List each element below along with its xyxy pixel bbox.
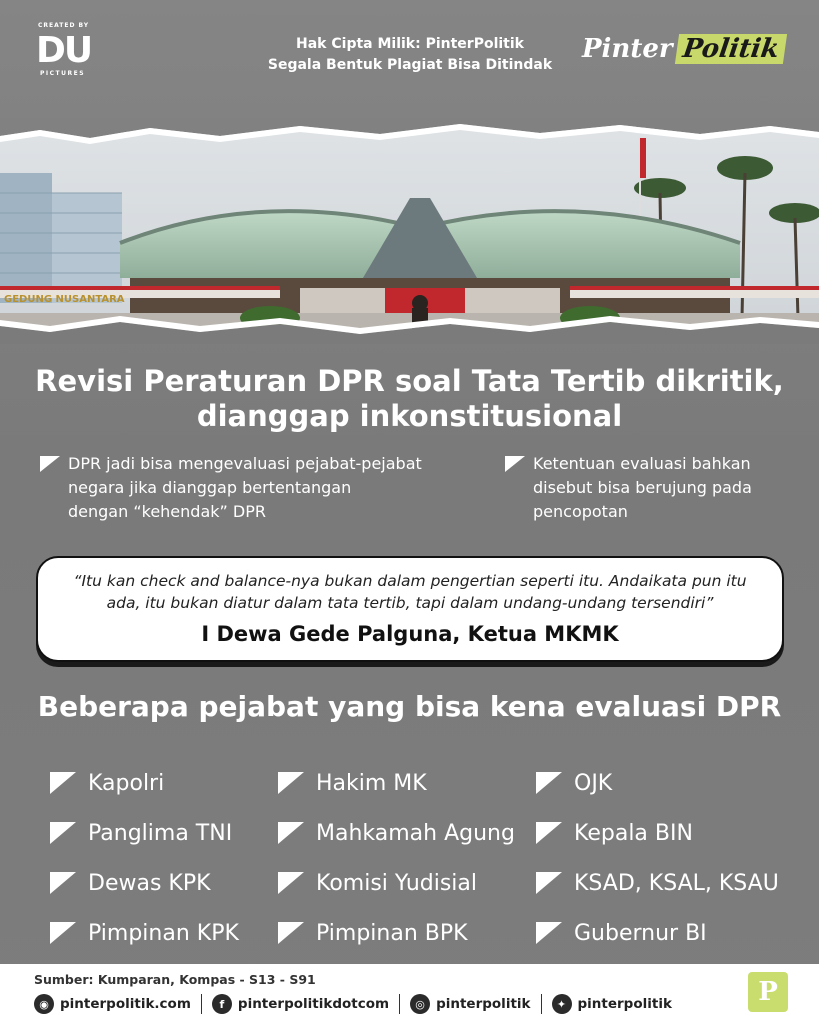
- official-item: [278, 871, 536, 896]
- official-label: Hakim MK: [316, 770, 427, 796]
- officials-row: [50, 858, 810, 908]
- headline-line-2: dianggap inkonstitusional: [196, 399, 623, 433]
- bullet-triangle-icon: [278, 872, 304, 894]
- quote-text: [38, 558, 782, 614]
- social-label: pinterpolitikdotcom: [237, 996, 390, 1012]
- bullet-triangle-icon: [536, 822, 562, 844]
- official-label: Pimpinan BPK: [316, 920, 468, 946]
- copyright-line-2: Segala Bentuk Plagiat Bisa Ditindak: [267, 57, 553, 73]
- brand-pinter: Pinter: [582, 34, 673, 64]
- social-label: pinterpolitik: [436, 996, 531, 1012]
- official-item: [50, 771, 278, 796]
- quote-line: “Itu kan check and balance-nya bukan dalam pengertian seperti itu. Andaikata pun itu: [73, 572, 747, 590]
- official-label: Kapolri: [88, 770, 165, 796]
- official-item: [50, 921, 278, 946]
- official-item: [50, 871, 278, 896]
- divider: [201, 994, 202, 1014]
- official-item: [50, 821, 278, 846]
- bullet-triangle-icon: [536, 872, 562, 894]
- source-credit: Sumber: Kumparan, Kompas - S13 - S91: [34, 972, 316, 987]
- social-label: pinterpolitik: [577, 996, 672, 1012]
- official-item: [536, 821, 796, 846]
- bullet-triangle-icon: [536, 772, 562, 794]
- official-label: Pimpinan KPK: [88, 920, 239, 946]
- copyright-notice: [240, 34, 580, 76]
- key-point: [505, 452, 795, 524]
- officials-row: [50, 808, 810, 858]
- footer: [0, 964, 819, 1024]
- parliament-photo: [0, 118, 819, 344]
- official-label: KSAD, KSAL, KSAU: [574, 870, 779, 896]
- bullet-triangle-icon: [50, 822, 76, 844]
- du-pictures-logo: [34, 20, 104, 80]
- official-item: [536, 921, 796, 946]
- quote-box: [36, 556, 784, 662]
- quote-author: I Dewa Gede Palguna, Ketua MKMK: [201, 622, 619, 646]
- social-instagram[interactable]: [410, 994, 530, 1014]
- official-label: Kepala BIN: [574, 820, 693, 846]
- instagram-icon: ◎: [410, 994, 430, 1014]
- social-website[interactable]: [34, 994, 191, 1014]
- divider: [541, 994, 542, 1014]
- logo-du-mark: DU: [36, 30, 92, 71]
- logo-created-by: CREATED BY: [38, 22, 90, 29]
- key-point: [40, 452, 500, 524]
- key-point-text: [68, 452, 422, 524]
- officials-list: [50, 758, 810, 958]
- key-point-line: Ketentuan evaluasi bahkan: [533, 454, 751, 473]
- building-sign: GEDUNG NUSANTARA: [4, 294, 125, 305]
- official-label: Komisi Yudisial: [316, 870, 478, 896]
- official-item: [278, 771, 536, 796]
- official-label: Dewas KPK: [88, 870, 211, 896]
- bullet-triangle-icon: [278, 922, 304, 944]
- headline-line-1: Revisi Peraturan DPR soal Tata Tertib dikritik,: [35, 364, 784, 398]
- official-item: [278, 921, 536, 946]
- key-point-line: disebut bisa berujung pada: [533, 478, 752, 497]
- quote-line: ada, itu bukan diatur dalam tata tertib, tapi dalam undang-undang tersendiri”: [106, 594, 714, 612]
- bullet-triangle-icon: [50, 922, 76, 944]
- logo-pictures: PICTURES: [40, 70, 86, 77]
- social-twitter[interactable]: [552, 994, 672, 1014]
- key-point-line: negara jika dianggap bertentangan: [68, 478, 352, 497]
- bullet-triangle-icon: [505, 456, 525, 472]
- divider: [399, 994, 400, 1014]
- facebook-icon: f: [212, 994, 232, 1014]
- official-item: [536, 871, 796, 896]
- bullet-triangle-icon: [278, 822, 304, 844]
- official-label: Panglima TNI: [88, 820, 233, 846]
- key-point-text: [533, 452, 752, 524]
- key-point-line: pencopotan: [533, 502, 628, 521]
- twitter-icon: ✦: [552, 994, 572, 1014]
- officials-row: [50, 758, 810, 808]
- pinterpolitik-logo: [582, 30, 784, 68]
- official-label: Gubernur BI: [574, 920, 707, 946]
- bullet-triangle-icon: [50, 872, 76, 894]
- copyright-line-1: Hak Cipta Milik: PinterPolitik: [296, 36, 524, 52]
- official-item: [536, 771, 796, 796]
- key-point-line: dengan “kehendak” DPR: [68, 502, 266, 521]
- section-title: Beberapa pejabat yang bisa kena evaluasi DPR: [37, 690, 782, 723]
- official-label: OJK: [574, 770, 613, 796]
- social-facebook[interactable]: [212, 994, 389, 1014]
- social-links: [34, 992, 672, 1016]
- key-point-line: DPR jadi bisa mengevaluasi pejabat-pejabat: [68, 454, 422, 473]
- bullet-triangle-icon: [40, 456, 60, 472]
- headline: [20, 364, 799, 434]
- officials-row: [50, 908, 810, 958]
- official-item: [278, 821, 536, 846]
- globe-icon: ◉: [34, 994, 54, 1014]
- social-label: pinterpolitik.com: [60, 996, 191, 1012]
- bullet-triangle-icon: [50, 772, 76, 794]
- pinterpolitik-badge: P: [748, 972, 788, 1012]
- official-label: Mahkamah Agung: [316, 820, 515, 846]
- brand-politik: Politik: [674, 34, 786, 64]
- parliament-illustration: [0, 118, 819, 344]
- bullet-triangle-icon: [536, 922, 562, 944]
- key-points: [40, 452, 800, 524]
- bullet-triangle-icon: [278, 772, 304, 794]
